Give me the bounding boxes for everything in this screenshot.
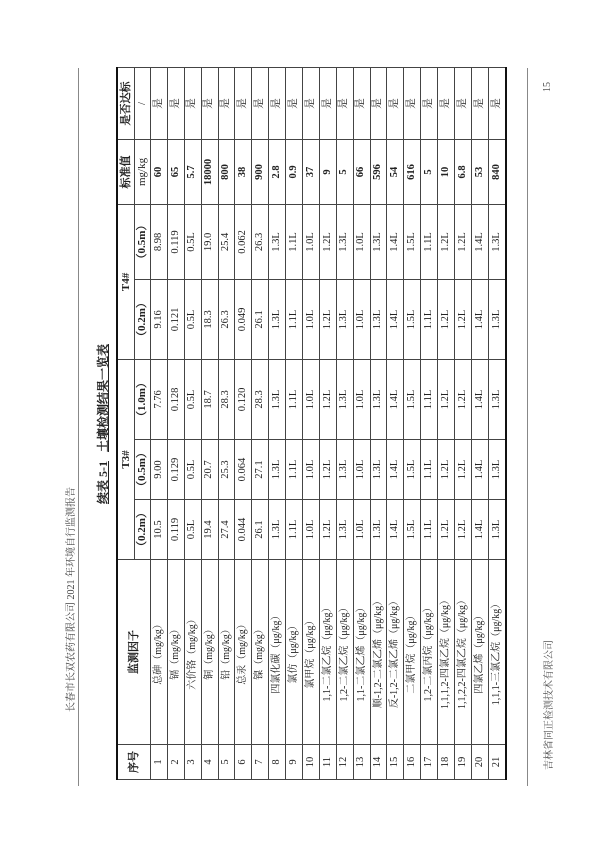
t4-0.5m-cell: 1.3L [488,204,506,279]
t3-1.0m-cell: 18.7 [201,359,218,439]
t3-1.0m-cell: 1.1L [421,359,438,439]
standard-value-cell: 0.9 [286,139,303,204]
t3-1.0m-cell: 1.3L [336,359,353,439]
compliant-cell: 是 [488,67,506,139]
seq-cell: 21 [488,745,506,780]
standard-value-cell: 9 [319,139,336,204]
page-number: 15 [542,82,553,92]
table-row [269,67,286,779]
t4-0.2m-cell: 0.121 [167,279,184,359]
factor-cell: 反-1,2-二氯乙烯（μg/kg） [387,560,404,745]
standard-value-cell: 616 [404,139,421,204]
t4-0.5m-cell: 1.0L [303,204,320,279]
factor-cell: 1,1-二氯乙烯（μg/kg） [353,560,370,745]
compliant-cell: 是 [252,67,269,139]
standard-value-cell: 66 [353,139,370,204]
t4-0.2m-cell: 26.1 [252,279,269,359]
compliant-cell: 是 [235,67,252,139]
table-row [319,67,336,779]
t4-0.2m-cell: 1.0L [303,279,320,359]
t4-0.5m-cell: 1.4L [471,204,488,279]
t4-0.5m-cell: 1.2L [455,204,472,279]
t3-0.2m-cell: 1.1L [421,500,438,560]
factor-cell: 1,1,1-三氯乙烷（μg/kg） [488,560,506,745]
soil-results-table-wrapper [96,68,507,780]
factor-cell: 1,2-二氯乙烷（μg/kg） [336,560,353,745]
t3-0.5m-cell: 1.1L [421,440,438,500]
seq-cell: 5 [218,745,235,780]
factor-cell: 铜（mg/kg） [201,560,218,745]
t3-0.2m-cell: 10.5 [151,500,168,560]
table-row [336,67,353,779]
seq-cell: 20 [471,745,488,780]
standard-value-cell: 5 [421,139,438,204]
t3-0.5m-cell: 1.2L [319,440,336,500]
compliant-cell: 是 [151,67,168,139]
t3-1.0m-cell: 28.3 [218,359,235,439]
compliant-cell: 是 [353,67,370,139]
t3-1.0m-cell: 0.120 [235,359,252,439]
t4-0.5m-cell: 1.3L [336,204,353,279]
t3-0.2m-cell: 1.3L [336,500,353,560]
seq-cell: 2 [167,745,184,780]
header-row-1 [117,67,135,779]
t3-0.2m-cell: 1.5L [404,500,421,560]
footer-rule [527,68,528,786]
table-row [167,67,184,779]
t4-0.5m-cell: 1.2L [438,204,455,279]
standard-value-cell: 5 [336,139,353,204]
t4-0.2m-cell: 1.2L [319,279,336,359]
t3-1.0m-cell: 1.3L [370,359,387,439]
seq-cell: 1 [151,745,168,780]
t4-0.2m-cell: 1.1L [421,279,438,359]
compliant-cell: 是 [471,67,488,139]
seq-cell: 11 [319,745,336,780]
compliant-cell: 是 [421,67,438,139]
standard-value-cell: 53 [471,139,488,204]
standard-value-cell: 65 [167,139,184,204]
t3-1.0m-cell: 1.4L [387,359,404,439]
compliant-cell: 是 [303,67,320,139]
footer-company: 吉林省同正检测技术有限公司 [544,640,555,770]
header-factor: 监测因子 [117,560,151,745]
seq-cell: 6 [235,745,252,780]
table-row [387,67,404,779]
t3-0.2m-cell: 26.1 [252,500,269,560]
standard-value-cell: 54 [387,139,404,204]
t3-0.5m-cell: 1.0L [353,440,370,500]
header-seq: 序号 [117,745,151,780]
seq-cell: 7 [252,745,269,780]
header-t3-depth: （0.5m） [135,440,151,500]
standard-value-cell: 800 [218,139,235,204]
t3-0.2m-cell: 1.0L [353,500,370,560]
t3-0.5m-cell: 1.0L [303,440,320,500]
t4-0.2m-cell: 26.3 [218,279,235,359]
t3-0.5m-cell: 1.4L [387,440,404,500]
t3-0.2m-cell: 1.2L [455,500,472,560]
t4-0.2m-cell: 1.0L [353,279,370,359]
compliant-cell: 是 [455,67,472,139]
t3-1.0m-cell: 1.0L [303,359,320,439]
factor-cell: 二氯甲烷（μg/kg） [404,560,421,745]
factor-cell: 四氯乙烯（μg/kg） [471,560,488,745]
seq-cell: 9 [286,745,303,780]
t3-0.2m-cell: 1.3L [269,500,286,560]
t3-0.2m-cell: 1.3L [370,500,387,560]
t3-0.5m-cell: 1.3L [336,440,353,500]
compliant-cell: 是 [269,67,286,139]
header-compliant: 是否达标 [117,67,135,139]
compliant-cell: 是 [387,67,404,139]
compliant-cell: 是 [286,67,303,139]
t3-0.5m-cell: 1.3L [488,440,506,500]
caption-prefix: 续表 5-1 [96,461,110,505]
header-standard: 标准值 [117,139,135,204]
factor-cell: 氯甲烷（μg/kg） [303,560,320,745]
standard-value-cell: 596 [370,139,387,204]
table-caption [94,68,111,780]
header-standard-unit: mg/kg [135,139,151,204]
t3-1.0m-cell: 1.3L [269,359,286,439]
factor-cell: 镉（mg/kg） [167,560,184,745]
t3-0.5m-cell: 20.7 [201,440,218,500]
table-row [201,67,218,779]
t3-1.0m-cell: 7.76 [151,359,168,439]
t4-0.2m-cell: 0.049 [235,279,252,359]
t4-0.5m-cell: 19.0 [201,204,218,279]
factor-cell: 总砷（mg/kg） [151,560,168,745]
t4-0.2m-cell: 1.2L [438,279,455,359]
t3-1.0m-cell: 1.2L [319,359,336,439]
running-header: 长春市长双农药有限公司 2021 年环境自行监测报告 [66,487,77,712]
seq-cell: 19 [455,745,472,780]
t3-0.2m-cell: 0.5L [184,500,201,560]
standard-value-cell: 2.8 [269,139,286,204]
table-row [471,67,488,779]
header-t3: T3# [117,359,135,559]
t4-0.5m-cell: 1.3L [370,204,387,279]
t4-0.2m-cell: 1.4L [387,279,404,359]
header-rule [78,68,79,786]
header-t3-depth: （0.2m） [135,500,151,560]
t4-0.2m-cell: 1.1L [286,279,303,359]
table-row [488,67,506,779]
t3-0.5m-cell: 1.2L [455,440,472,500]
compliant-cell: 是 [370,67,387,139]
seq-cell: 14 [370,745,387,780]
t4-0.5m-cell: 1.3L [269,204,286,279]
t3-0.5m-cell: 25.3 [218,440,235,500]
t3-1.0m-cell: 28.3 [252,359,269,439]
t3-0.5m-cell: 1.2L [438,440,455,500]
standard-value-cell: 60 [151,139,168,204]
table-row [286,67,303,779]
header-t3-depth: （1.0m） [135,359,151,439]
table-row [353,67,370,779]
t4-0.2m-cell: 1.2L [455,279,472,359]
factor-cell: 顺-1,2-二氯乙烯（μg/kg） [370,560,387,745]
standard-value-cell: 18000 [201,139,218,204]
factor-cell: 1,1,2,2-四氯乙烷（μg/kg） [455,560,472,745]
standard-value-cell: 6.8 [455,139,472,204]
t4-0.5m-cell: 8.98 [151,204,168,279]
t3-1.0m-cell: 1.4L [471,359,488,439]
t3-0.5m-cell: 1.5L [404,440,421,500]
seq-cell: 4 [201,745,218,780]
t3-1.0m-cell: 1.5L [404,359,421,439]
t4-0.2m-cell: 1.3L [336,279,353,359]
t4-0.2m-cell: 1.3L [488,279,506,359]
t4-0.5m-cell: 1.5L [404,204,421,279]
t3-0.5m-cell: 0.129 [167,440,184,500]
t3-0.2m-cell: 1.0L [303,500,320,560]
seq-cell: 17 [421,745,438,780]
seq-cell: 13 [353,745,370,780]
t3-0.5m-cell: 0.064 [235,440,252,500]
standard-value-cell: 900 [252,139,269,204]
t3-0.2m-cell: 1.3L [488,500,506,560]
t4-0.2m-cell: 0.5L [184,279,201,359]
factor-cell: 氯仿（μg/kg） [286,560,303,745]
compliant-cell: 是 [218,67,235,139]
compliant-cell: 是 [336,67,353,139]
standard-value-cell: 38 [235,139,252,204]
t4-0.2m-cell: 1.4L [471,279,488,359]
standard-value-cell: 37 [303,139,320,204]
table-body [151,67,507,779]
t3-1.0m-cell: 0.5L [184,359,201,439]
header-t4: T4# [117,204,135,359]
t3-1.0m-cell: 1.2L [438,359,455,439]
soil-results-table [116,67,507,780]
t4-0.2m-cell: 1.3L [269,279,286,359]
table-row [235,67,252,779]
t4-0.5m-cell: 1.2L [319,204,336,279]
t3-0.5m-cell: 1.1L [286,440,303,500]
t4-0.2m-cell: 9.16 [151,279,168,359]
t3-0.2m-cell: 27.4 [218,500,235,560]
factor-cell: 六价铬（mg/kg） [184,560,201,745]
t4-0.5m-cell: 26.3 [252,204,269,279]
t3-0.2m-cell: 1.2L [319,500,336,560]
compliant-cell: 是 [404,67,421,139]
factor-cell: 四氯化碳（μg/kg） [269,560,286,745]
factor-cell: 1,1,1,2-四氯乙烷（μg/kg） [438,560,455,745]
t4-0.5m-cell: 0.5L [184,204,201,279]
factor-cell: 镍（mg/kg） [252,560,269,745]
t3-1.0m-cell: 1.3L [488,359,506,439]
t3-0.2m-cell: 0.119 [167,500,184,560]
caption-title: 土壤检测结果一览表 [96,344,110,453]
t4-0.5m-cell: 25.4 [218,204,235,279]
t3-1.0m-cell: 0.128 [167,359,184,439]
t3-0.2m-cell: 19.4 [201,500,218,560]
seq-cell: 18 [438,745,455,780]
t3-0.5m-cell: 9.00 [151,440,168,500]
t4-0.5m-cell: 0.062 [235,204,252,279]
t3-0.5m-cell: 27.1 [252,440,269,500]
t3-0.2m-cell: 1.4L [471,500,488,560]
seq-cell: 12 [336,745,353,780]
factor-cell: 铅（mg/kg） [218,560,235,745]
table-row [151,67,168,779]
table-row [370,67,387,779]
t4-0.2m-cell: 1.3L [370,279,387,359]
standard-value-cell: 10 [438,139,455,204]
t4-0.5m-cell: 1.1L [421,204,438,279]
t3-0.5m-cell: 0.5L [184,440,201,500]
compliant-cell: 是 [438,67,455,139]
t3-0.5m-cell: 1.3L [370,440,387,500]
t3-0.2m-cell: 1.4L [387,500,404,560]
seq-cell: 8 [269,745,286,780]
factor-cell: 1,2-二氯丙烷（μg/kg） [421,560,438,745]
table-row [404,67,421,779]
table-row [184,67,201,779]
table-row [455,67,472,779]
compliant-cell: 是 [201,67,218,139]
compliant-cell: 是 [319,67,336,139]
table-row [421,67,438,779]
seq-cell: 3 [184,745,201,780]
t3-0.2m-cell: 1.1L [286,500,303,560]
t3-0.2m-cell: 0.044 [235,500,252,560]
seq-cell: 16 [404,745,421,780]
standard-value-cell: 5.7 [184,139,201,204]
table-row [303,67,320,779]
table-row [438,67,455,779]
seq-cell: 10 [303,745,320,780]
factor-cell: 总汞（mg/kg） [235,560,252,745]
header-t4-depth: （0.5m） [135,204,151,279]
t4-0.5m-cell: 1.0L [353,204,370,279]
t3-0.5m-cell: 1.3L [269,440,286,500]
t3-1.0m-cell: 1.1L [286,359,303,439]
t3-1.0m-cell: 1.0L [353,359,370,439]
t3-0.2m-cell: 1.2L [438,500,455,560]
header-compliant-sub: / [135,67,151,139]
standard-value-cell: 840 [488,139,506,204]
t4-0.2m-cell: 18.3 [201,279,218,359]
t3-1.0m-cell: 1.2L [455,359,472,439]
seq-cell: 15 [387,745,404,780]
t4-0.5m-cell: 1.4L [387,204,404,279]
compliant-cell: 是 [184,67,201,139]
table-row [218,67,235,779]
factor-cell: 1,1-二氯乙烷（μg/kg） [319,560,336,745]
compliant-cell: 是 [167,67,184,139]
header-t4-depth: （0.2m） [135,279,151,359]
t4-0.2m-cell: 1.5L [404,279,421,359]
table-row [252,67,269,779]
t4-0.5m-cell: 0.119 [167,204,184,279]
t4-0.5m-cell: 1.1L [286,204,303,279]
t3-0.5m-cell: 1.4L [471,440,488,500]
